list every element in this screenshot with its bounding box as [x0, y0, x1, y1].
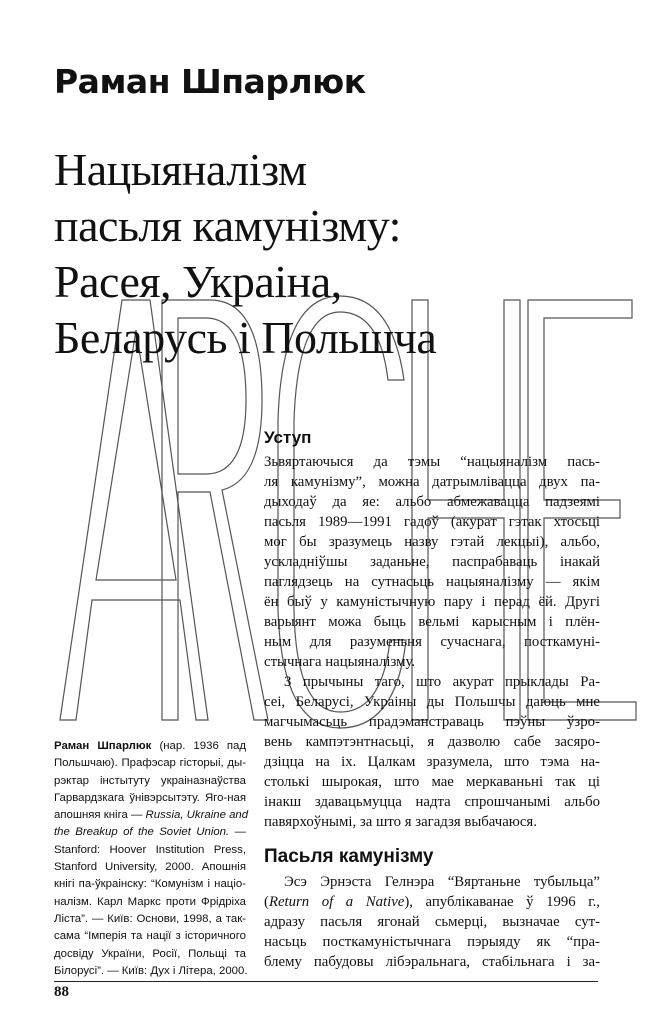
- bio-text: апошняя кніга —: [54, 809, 146, 822]
- bio-line: Польшчаю). Прафэсар гісторыі, ды-: [54, 757, 246, 770]
- footer-rule: [54, 981, 598, 982]
- author-bio: [54, 738, 249, 980]
- body-line: З прычыны таго, што акурат прыклады Ра-: [284, 674, 600, 690]
- body-line: блему пабудовы лібэральнага, стабільнага і за-: [264, 954, 600, 970]
- body-line: варыянт можа быць вельмі карысным і плён-: [264, 614, 600, 630]
- body-line: ускладніўшы заданьне, паспрабаваць інакай: [264, 554, 600, 570]
- bio-line: сама “Імперія та нації з історичного: [54, 930, 246, 943]
- title-line: Беларусь і Польшча: [54, 312, 437, 363]
- intro-body: [264, 452, 600, 832]
- body-line: ным для разуменьня сучаснага, посткамуні-: [264, 634, 600, 650]
- section-heading-after-communism: Пасьля камунізму: [264, 846, 434, 867]
- author-name: Раман Шпарлюк: [54, 62, 366, 101]
- bio-line: рэктар інстытуту украіназнаўства: [54, 774, 246, 787]
- body-line: Зьвяртаючыся да тэмы “нацыяналізм пась-: [264, 454, 600, 470]
- body-line: ён быў у камуністычную пару і перад ёй. Другі: [264, 594, 600, 610]
- bio-text: (нар. 1936 пад: [151, 740, 247, 752]
- bio-name: Раман Шпарлюк: [54, 740, 152, 752]
- title-line: пасьля камунізму:: [54, 200, 401, 251]
- bio-line: [54, 738, 246, 755]
- article-title: [54, 142, 614, 366]
- body-line: дыходаў да яе: альбо абмежавацца падзеямі: [264, 494, 600, 510]
- bio-line: досвіду України, Росії, Польщі та: [54, 947, 246, 960]
- bio-line: Ліста”. — Київ: Основи, 1998, а так-: [54, 912, 246, 925]
- work-title: (Return of a Native: [264, 894, 405, 910]
- bio-line: Білорусі”. — Київ: Дух і Літера, 2000.: [54, 964, 248, 977]
- page-number: 88: [54, 984, 69, 1000]
- body-line: вень кампэтэнтнасьці, я дазволю сабе засяро-: [264, 734, 600, 750]
- body-line: ля камунізму”, можна датрымлівацца двух па-: [264, 474, 600, 490]
- bio-line: налізм. Карл Маркс проти Фрідріха: [54, 895, 246, 908]
- bio-line: Гарвардзкага ўнівэрсытэту. Яго-ная: [54, 791, 246, 804]
- body-line: сеі, Беларусі, Украіны ды Польшчы даюць мне: [264, 694, 600, 710]
- body-line: магчымасьць прадэманстраваць пэўны ўзро-: [264, 714, 600, 730]
- body-line: павярхоўнымі, за што я загадзя выбачаюся.: [264, 814, 537, 830]
- body-line: насьць посткамуністычнага пэрыяду як “пра-: [264, 934, 600, 950]
- body-line: столькі шырокая, што мае меркаваньні так ці: [264, 774, 600, 790]
- bio-line: кнігі па-ўкраінску: “Комунізм і націо-: [54, 878, 246, 891]
- body-line: паглядзець на сутнасьць нацыяналізму — якім: [264, 574, 600, 590]
- body-line: пасьля 1989—1991 гадоў (акурат гэтак хтосьці: [264, 514, 600, 530]
- body-line: дзіцца на іх. Цалкам зразумела, што тэма на-: [264, 754, 600, 770]
- body-line: мог бы зразумець назву гэтай лекцыі), альбо,: [264, 534, 600, 550]
- bio-line: the Breakup of the Soviet Union. —: [54, 826, 246, 839]
- bio-line: [54, 807, 249, 824]
- title-line: Расея, Украіна,: [54, 256, 342, 307]
- book-title-cont: the Breakup of the Soviet Union.: [54, 826, 230, 839]
- title-line: Нацыяналізм: [54, 144, 307, 195]
- bio-line: Stanford University, 2000. Апошнія: [54, 861, 246, 874]
- book-title: Russia, Ukraine and: [145, 809, 249, 822]
- section-heading-intro: Уступ: [264, 428, 312, 447]
- body-line: Эсэ Эрнэста Гелнэра “Вяртаньне тубыльца”: [284, 874, 600, 890]
- body-line: стычнага нацыяналізму.: [264, 654, 416, 670]
- body-line-rest: ), апублікаванае ў 1996 г.,: [404, 894, 601, 910]
- body-line: [264, 892, 600, 912]
- section2-body: [264, 872, 600, 972]
- body-line: адразу пасьля ягонай сьмерці, вызначае сут-: [264, 914, 600, 930]
- bio-line: Stanford: Hoover Institution Press,: [54, 843, 246, 856]
- body-line: інакш здавацьмуцца надта спрошчанымі альбо: [264, 794, 600, 810]
